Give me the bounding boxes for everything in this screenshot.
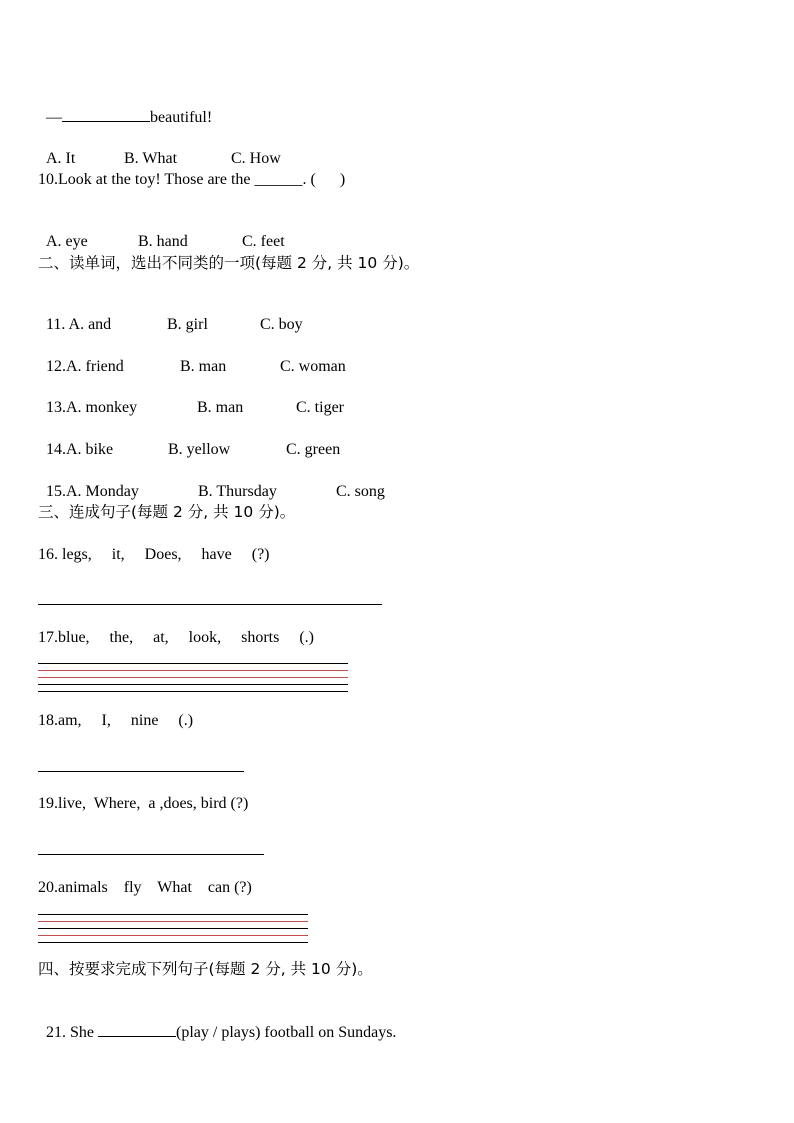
q17-writing-line-2[interactable] [38, 670, 348, 671]
q20-writing-line-1[interactable] [38, 914, 308, 915]
q9-options [38, 129, 281, 169]
section2-title: 二、读单词，选出不同类的一项(每题 2 分, 共 10 分)。 [38, 254, 420, 272]
q14-row [38, 420, 340, 460]
q20-writing-line-2[interactable] [38, 921, 308, 922]
q12-option-a[interactable]: 12.A. friend [46, 358, 124, 375]
q12-option-c[interactable]: C. woman [280, 358, 346, 375]
q9-blank[interactable] [62, 107, 150, 122]
q9-option-a[interactable]: A. It [46, 150, 76, 167]
q15-option-c[interactable]: C. song [336, 483, 385, 500]
q9-dash: — [46, 109, 62, 126]
q14-option-a[interactable]: 14.A. bike [46, 441, 114, 458]
q16-answer-line[interactable] [38, 604, 382, 605]
q20-words: 20.animals fly What can (?) [38, 879, 252, 896]
q16-words: 16. legs, it, Does, have (?) [38, 546, 270, 563]
q11-option-a[interactable]: 11. A. and [46, 316, 112, 333]
q13-option-a[interactable]: 13.A. monkey [46, 399, 138, 416]
q10-option-c[interactable]: C. feet [242, 233, 285, 250]
q9-option-b[interactable]: B. What [124, 150, 178, 167]
q9-suffix: beautiful! [150, 109, 213, 126]
q13-option-b[interactable]: B. man [197, 399, 244, 416]
q15-row [38, 462, 385, 502]
q14-option-b[interactable]: B. yellow [168, 441, 231, 458]
q14-option-c[interactable]: C. green [286, 441, 341, 458]
q21-blank[interactable] [98, 1022, 176, 1037]
q21-suffix: (play / plays) football on Sundays. [176, 1024, 397, 1041]
q15-option-a[interactable]: 15.A. Monday [46, 483, 139, 500]
q17-words: 17.blue, the, at, look, shorts (.) [38, 629, 314, 646]
q9-stem [38, 87, 212, 128]
q10-options [38, 212, 285, 252]
q13-row [38, 378, 344, 418]
q10-stem: 10.Look at the toy! Those are the ______. ( ) [38, 171, 346, 188]
q10-option-b[interactable]: B. hand [138, 233, 188, 250]
q11-option-b[interactable]: B. girl [167, 316, 208, 333]
q9-option-c[interactable]: C. How [231, 150, 281, 167]
q20-writing-line-5[interactable] [38, 942, 308, 943]
q11-row [38, 295, 303, 335]
section3-title: 三、连成句子(每题 2 分, 共 10 分)。 [38, 503, 296, 521]
q17-writing-line-5[interactable] [38, 691, 348, 692]
q17-writing-line-1[interactable] [38, 663, 348, 664]
q12-row [38, 337, 346, 377]
q17-writing-line-3[interactable] [38, 677, 348, 678]
q10-option-a[interactable]: A. eye [46, 233, 88, 250]
q20-writing-line-3[interactable] [38, 928, 308, 929]
section4-title: 四、按要求完成下列句子(每题 2 分, 共 10 分)。 [38, 960, 373, 978]
q21-stem [38, 1002, 396, 1043]
q12-option-b[interactable]: B. man [180, 358, 227, 375]
q15-option-b[interactable]: B. Thursday [198, 483, 277, 500]
q18-words: 18.am, I, nine (.) [38, 712, 194, 729]
q11-option-c[interactable]: C. boy [260, 316, 303, 333]
q21-prefix: 21. She [46, 1024, 98, 1041]
q19-answer-line[interactable] [38, 854, 264, 855]
q20-writing-line-4[interactable] [38, 935, 308, 936]
q19-words: 19.live, Where, a ,does, bird (?) [38, 795, 249, 812]
q18-answer-line[interactable] [38, 771, 244, 772]
q17-writing-line-4[interactable] [38, 684, 348, 685]
q13-option-c[interactable]: C. tiger [296, 399, 344, 416]
